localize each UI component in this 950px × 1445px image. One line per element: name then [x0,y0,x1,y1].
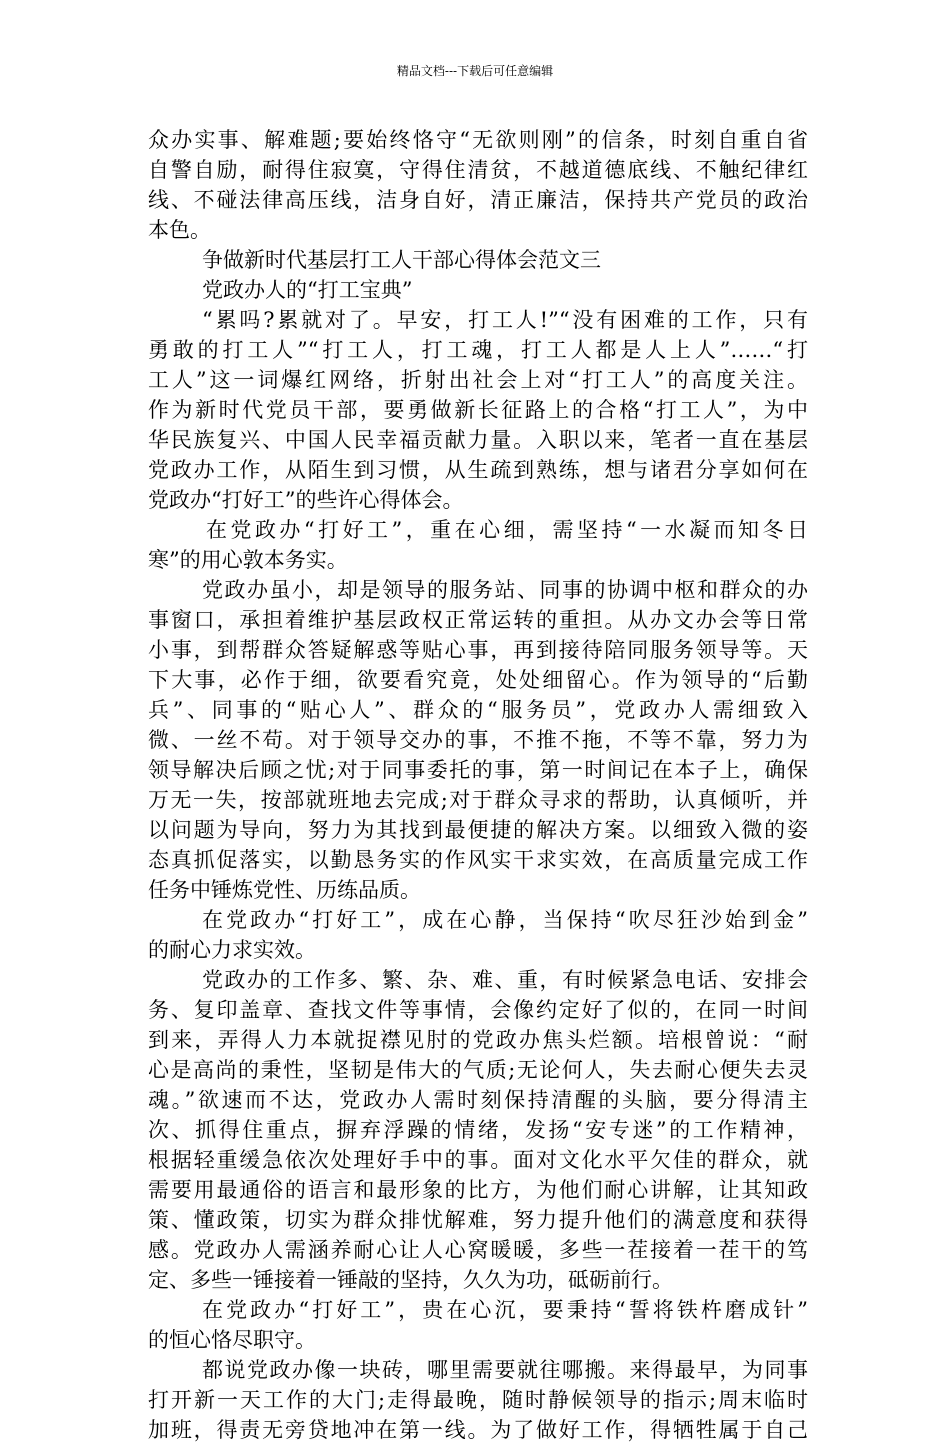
text-line: 寒”的用心敦本务实。 [148,548,348,572]
text-line: 争做新时代基层打工人干部心得体会范文三 [202,248,601,272]
text-line: 党政办人的“打工宝典” [202,278,413,302]
text-line: 的耐心力求实效。 [148,938,316,962]
text-line: 务、复印盖章、查找文件等事情，会像约定好了似的，在同一时间 [148,998,808,1022]
text-line: 华民族复兴、中国人民幸福贡献力量。入职以来，笔者一直在基层 [148,428,808,452]
text-line: 根据轻重缓急依次处理好手中的事。面对文化水平欠佳的群众，就 [148,1148,808,1172]
text-line: 自警自励，耐得住寂寞，守得住清贫，不越道德底线、不触纪律红 [148,158,808,182]
text-line: 策、懂政策，切实为群众排忧解难，努力提升他们的满意度和获得 [148,1208,808,1232]
text-line: 众办实事、解难题;要始终恪守“无欲则刚”的信条，时刻自重自省 [148,128,808,152]
text-line: “累吗?累就对了。早安，打工人!”“没有困难的工作，只有 [202,308,808,332]
text-line: 任务中锤炼党性、历练品质。 [148,878,421,902]
text-line: 万无一失，按部就班地去完成;对于群众寻求的帮助，认真倾听，并 [148,788,808,812]
text-line: 兵”、同事的“贴心人”、群众的“服务员”，党政办人需细致入 [148,698,808,722]
text-line: 微、一丝不苟。对于领导交办的事，不推不拖，不等不靠，努力为 [148,728,808,752]
text-line: 态真抓促落实，以勤恳务实的作风实干求实效，在高质量完成工作 [148,848,808,872]
text-line: 心是高尚的秉性，坚韧是伟大的气质;无论何人，失去耐心便失去灵 [148,1058,808,1082]
text-line: 需要用最通俗的语言和最形象的比方，为他们耐心讲解，让其知政 [148,1178,808,1202]
text-line: 领导解决后顾之忧;对于同事委托的事，第一时间记在本子上，确保 [148,758,808,782]
text-line: 线、不碰法律高压线，洁身自好，清正廉洁，保持共产党员的政治 [148,188,808,212]
text-line: 事窗口，承担着维护基层政权正常运转的重担。从办文办会等日常 [148,608,808,632]
text-line: 工人”这一词爆红网络，折射出社会上对“打工人”的高度关注。 [148,368,808,392]
text-line: 在党政办“打好工”，贵在心沉，要秉持“誓将铁杵磨成针” [202,1298,808,1322]
text-line: 勇敢的打工人”“打工人，打工魂，打工人都是人上人”……“打 [148,338,808,362]
text-line: 加班，得责无旁贷地冲在第一线。为了做好工作，得牺牲属于自己 [148,1418,808,1442]
text-line: 下大事，必作于细，欲要看究竟，处处细留心。作为领导的“后勤 [148,668,808,692]
text-line: 魂。”欲速而不达，党政办人需时刻保持清醒的头脑，要分得清主 [148,1088,808,1112]
text-line: 小事，到帮群众答疑解惑等贴心事，再到接待陪同服务领导等。天 [148,638,808,662]
text-line: 以问题为导向，努力为其找到最便捷的解决方案。以细致入微的姿 [148,818,808,842]
text-line: 党政办虽小，却是领导的服务站、同事的协调中枢和群众的办 [202,578,808,602]
text-line: 到来，弄得人力本就捉襟见肘的党政办焦头烂额。培根曾说：“耐 [148,1028,808,1052]
text-line: 本色。 [148,218,211,242]
text-line: 的恒心恪尽职守。 [148,1328,316,1352]
document-body [148,125,808,1445]
text-line: 感。党政办人需涵养耐心让人心窝暖暖，多些一茬接着一茬干的笃 [148,1238,808,1262]
text-line: 党政办工作，从陌生到习惯，从生疏到熟练，想与诸君分享如何在 [148,458,808,482]
text-line: 次、抓得住重点，摒弃浮躁的情绪，发扬“安专迷”的工作精神， [148,1118,808,1142]
text-line: 都说党政办像一块砖，哪里需要就往哪搬。来得最早，为同事 [202,1358,808,1382]
text-line: 在党政办“打好工”，重在心细，需坚持“一水凝而知冬日 [206,518,808,542]
text-line: 打开新一天工作的大门;走得最晚，随时静候领导的指示;周末临时 [148,1388,808,1412]
text-line: 定、多些一锤接着一锤敲的坚持，久久为功，砥砺前行。 [148,1268,673,1292]
text-line: 党政办的工作多、繁、杂、难、重，有时候紧急电话、安排会 [202,968,808,992]
text-line: 党政办“打好工”的些许心得体会。 [148,488,464,512]
text-line: 作为新时代党员干部，要勇做新长征路上的合格“打工人”，为中 [148,398,808,422]
page-header: 精品文档---下载后可任意编辑 [396,64,554,78]
text-line: 在党政办“打好工”，成在心静，当保持“吹尽狂沙始到金” [202,908,808,932]
